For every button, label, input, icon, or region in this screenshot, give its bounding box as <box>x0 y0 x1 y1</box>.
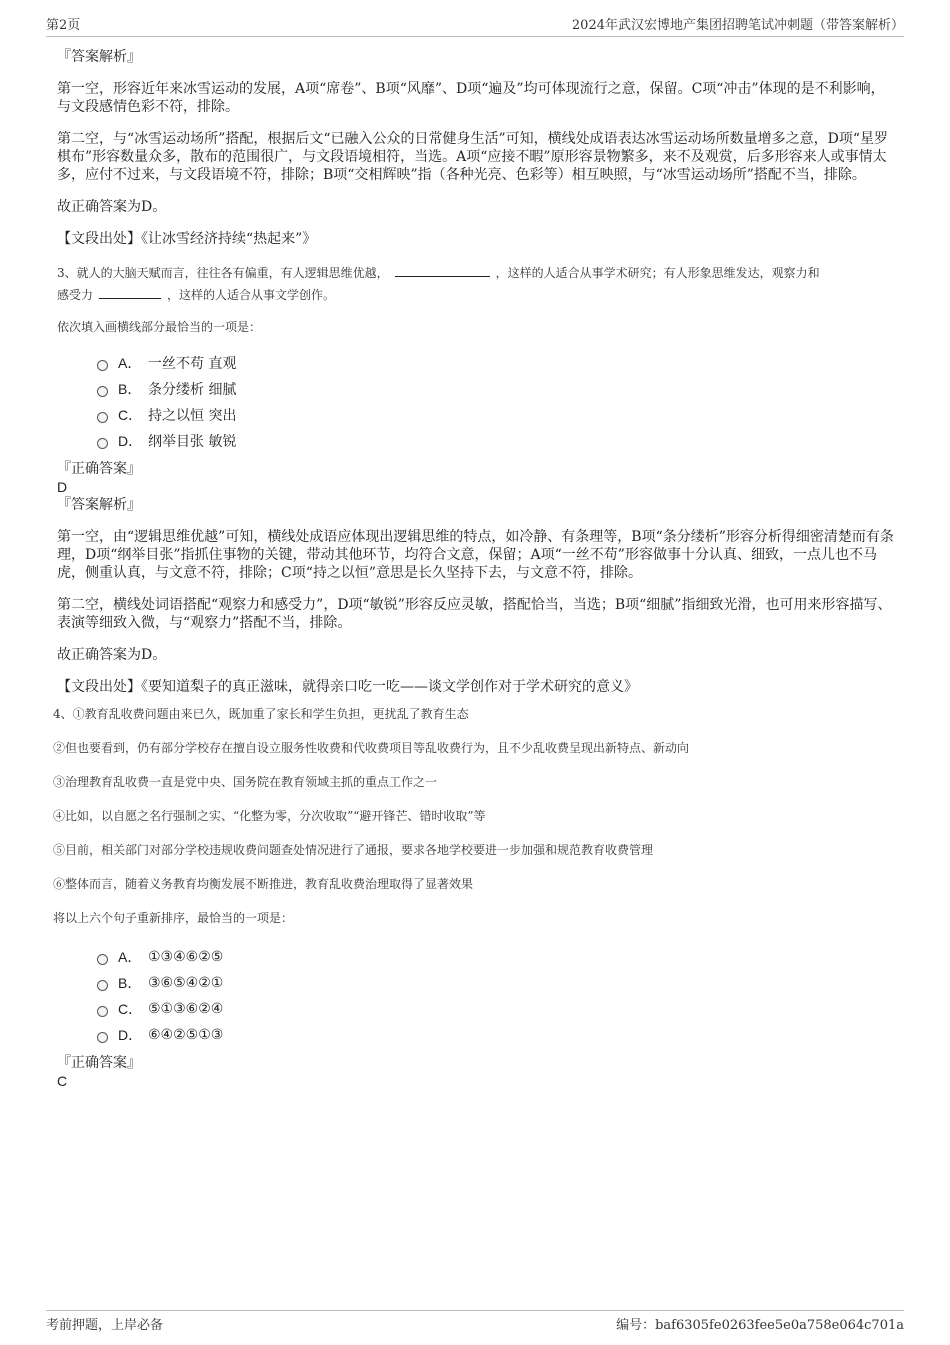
passage-source: 【文段出处】《要知道梨子的真正滋味，就得亲口吃一吃——谈文学创作对于学术研究的意义》 <box>57 679 638 695</box>
answer-analysis-label: 『答案解析』 <box>57 497 141 513</box>
analysis-paragraph: 第二空，横线处词语搭配“观察力和感受力”，D项“敏锐”形容反应灵敏，搭配恰当，当选；B项“细腻”指细致光滑，也可用来形容描写、表演等细致入微，与“观察力”搭配不当，排除。 <box>57 597 892 631</box>
radio-icon[interactable] <box>97 980 108 991</box>
sentence-3: ③治理教育乱收费一直是党中央、国务院在教育领域主抓的重点工作之一 <box>53 775 438 789</box>
question-prompt: 依次填入画横线部分最恰当的一项是： <box>57 320 262 334</box>
analysis-paragraph: 第二空，与“冰雪运动场所”搭配，根据后文“已融入公众的日常健身生活”可知，横线处成语表达冰雪运动场所数量增多之意，D项“星罗棋布”形容数量众多，散布的范围很广，与文段语境相符，当选。A项“应接不暇”原形容景物繁多，来不及观赏，后多形容来人或事情太多，应付不过来，与文段语境不符，排除；B项“交相辉映”指（各种光亮、色彩等）相互映照，与“冰雪运动场所”搭配不当，排除。 <box>57 131 889 183</box>
option-c[interactable]: C． 持之以恒 突出 <box>97 402 897 428</box>
sentence-4: ④比如，以自愿之名行强制之实、“化整为零，分次收取”“避开锋芒、错时收取”等 <box>53 809 486 823</box>
page-footer <box>46 1310 904 1333</box>
radio-icon[interactable] <box>97 360 108 371</box>
radio-icon[interactable] <box>97 954 108 965</box>
sentence-6: ⑥整体而言，随着义务教育均衡发展不断推进，教育乱收费治理取得了显著效果 <box>53 877 474 891</box>
question-stem: 3、就人的大脑天赋而言，往往各有偏重，有人逻辑思维优越， ，这样的人适合从事学术研究；有人形象思维发达，观察力和 感受力 ，这样的人适合从事文学创作。 <box>57 266 820 302</box>
analysis-conclusion: 故正确答案为D。 <box>57 647 167 663</box>
question-prompt: 将以上六个句子重新排序，最恰当的一项是： <box>53 911 294 925</box>
option-c[interactable]: C． ⑤①③⑥②④ <box>97 996 897 1022</box>
option-d[interactable]: D． 纲举目张 敏锐 <box>97 428 897 454</box>
radio-icon[interactable] <box>97 1006 108 1017</box>
page-header <box>46 14 904 37</box>
analysis-conclusion: 故正确答案为D。 <box>57 199 167 215</box>
sentence-5: ⑤目前，相关部门对部分学校违规收费问题查处情况进行了通报，要求各地学校要进一步加强和规范教育收费管理 <box>53 843 654 857</box>
analysis-paragraph: 第一空，形容近年来冰雪运动的发展，A项“席卷”、B项“风靡”、D项“遍及”均可体现流行之意，保留。C项“冲击”体现的是不利影响，与文段感情色彩不符，排除。 <box>57 81 885 115</box>
footer-slogan: 考前押题，上岸必备 <box>46 1318 164 1333</box>
correct-answer: C <box>57 1073 68 1089</box>
document-id: 编号：baf6305fe0263fee5e0a758e064c701a <box>616 1318 904 1333</box>
document-title: 2024年武汉宏博地产集团招聘笔试冲刺题（带答案解析） <box>571 18 904 33</box>
passage-source: 【文段出处】《让冰雪经济持续“热起来”》 <box>57 231 317 247</box>
options-list <box>57 350 897 454</box>
sentence-2: ②但也要看到，仍有部分学校存在擅自设立服务性收费和代收费项目等乱收费行为，且不少乱收费呈现出新特点、新动向 <box>53 741 690 755</box>
options-list <box>57 944 897 1048</box>
sentence-1: 4、①教育乱收费问题由来已久，既加重了家长和学生负担，更扰乱了教育生态 <box>53 707 469 721</box>
analysis-paragraph: 第一空，由“逻辑思维优越”可知，横线处成语应体现出逻辑思维的特点，如冷静、有条理等，B项“条分缕析”形容分析得细密清楚而有条理，D项“纲举目张”指抓住事物的关键，带动其他环节，均符合文意，保留；A项“一丝不苟”形容做事十分认真、细致，一点儿也不马虎，侧重认真，与文意不符，排除；C项“持之以恒”意思是长久坚持下去，与文意不符，排除。 <box>57 529 894 581</box>
option-a[interactable]: A． 一丝不苟 直观 <box>97 350 897 376</box>
correct-answer-label: 『正确答案』 <box>57 1055 141 1071</box>
answer-analysis-label: 『答案解析』 <box>57 49 141 65</box>
page-content <box>53 48 897 1090</box>
radio-icon[interactable] <box>97 412 108 423</box>
fill-blank <box>99 286 161 299</box>
option-a[interactable]: A． ①③④⑥②⑤ <box>97 944 897 970</box>
option-d[interactable]: D． ⑥④②⑤①③ <box>97 1022 897 1048</box>
page-number: 第2页 <box>46 18 81 33</box>
option-b[interactable]: B． 条分缕析 细腻 <box>97 376 897 402</box>
radio-icon[interactable] <box>97 386 108 397</box>
fill-blank <box>395 264 490 277</box>
option-b[interactable]: B． ③⑥⑤④②① <box>97 970 897 996</box>
question-3 <box>57 262 897 696</box>
radio-icon[interactable] <box>97 1032 108 1043</box>
correct-answer-label: 『正确答案』 <box>57 461 141 477</box>
question-4 <box>53 704 897 1090</box>
radio-icon[interactable] <box>97 438 108 449</box>
correct-answer: D <box>57 479 68 495</box>
